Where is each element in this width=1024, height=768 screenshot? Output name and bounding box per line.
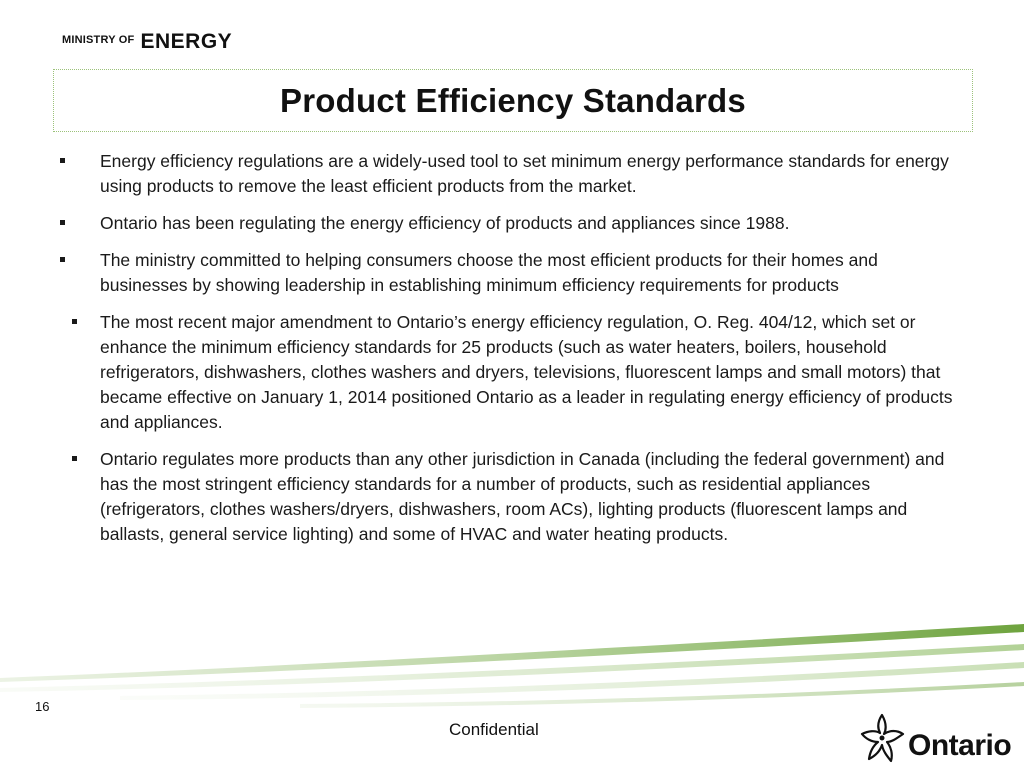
bullet-text: Energy efficiency regulations are a widely-used tool to set minimum energy performance standards for energy using products to remove the least efficient products from the market. <box>100 151 949 196</box>
page-number: 16 <box>35 699 50 714</box>
ministry-name: ENERGY <box>140 30 233 53</box>
bullet-marker-icon <box>60 310 100 435</box>
title-box <box>53 69 973 132</box>
ontario-logo <box>860 712 1011 764</box>
bullet-item <box>60 149 965 199</box>
bullet-marker-icon <box>60 211 100 236</box>
bullet-marker-icon <box>60 149 100 199</box>
ministry-prefix: MINISTRY OF <box>62 34 135 46</box>
slide-title: Product Efficiency Standards <box>280 81 746 119</box>
bullet-marker-icon <box>60 248 100 298</box>
confidential-label: Confidential <box>449 720 539 739</box>
bullet-marker-icon <box>60 447 100 547</box>
bullet-item <box>60 310 965 435</box>
bullet-item <box>60 211 965 236</box>
bullet-text: Ontario regulates more products than any other jurisdiction in Canada (including the federal government) and has the most stringent efficiency standards for a number of products, such as residential appliances (refrigerators, clothes washers/dryers, dishwashers, room ACs), lighting products (fluorescent lamps and ballasts, general service lighting) and some of HVAC and water heating products. <box>100 449 945 544</box>
ministry-header <box>62 30 232 54</box>
ontario-wordmark: Ontario <box>908 729 1012 762</box>
bullet-item <box>60 248 965 298</box>
bullet-text: The most recent major amendment to Ontario’s energy efficiency regulation, O. Reg. 404/12, which set or enhance the minimum efficiency standards for 25 products (such as water heaters, boilers, household refrigerators, dishwashers, clothes washers and dryers, televisions, fluorescent lamps and small motors) that became effective on January 1, 2014 positioned Ontario as a leader in regulating energy efficiency of products and appliances. <box>100 312 953 432</box>
trillium-icon <box>860 712 906 764</box>
bullet-text: The ministry committed to helping consumers choose the most efficient products for their homes and businesses by showing leadership in establishing minimum efficiency requirements for products <box>100 250 878 295</box>
green-swoosh-decoration <box>0 600 1024 720</box>
bullet-item <box>60 447 965 547</box>
bullet-list <box>60 149 965 559</box>
bullet-text: Ontario has been regulating the energy efficiency of products and appliances since 1988. <box>100 213 790 233</box>
